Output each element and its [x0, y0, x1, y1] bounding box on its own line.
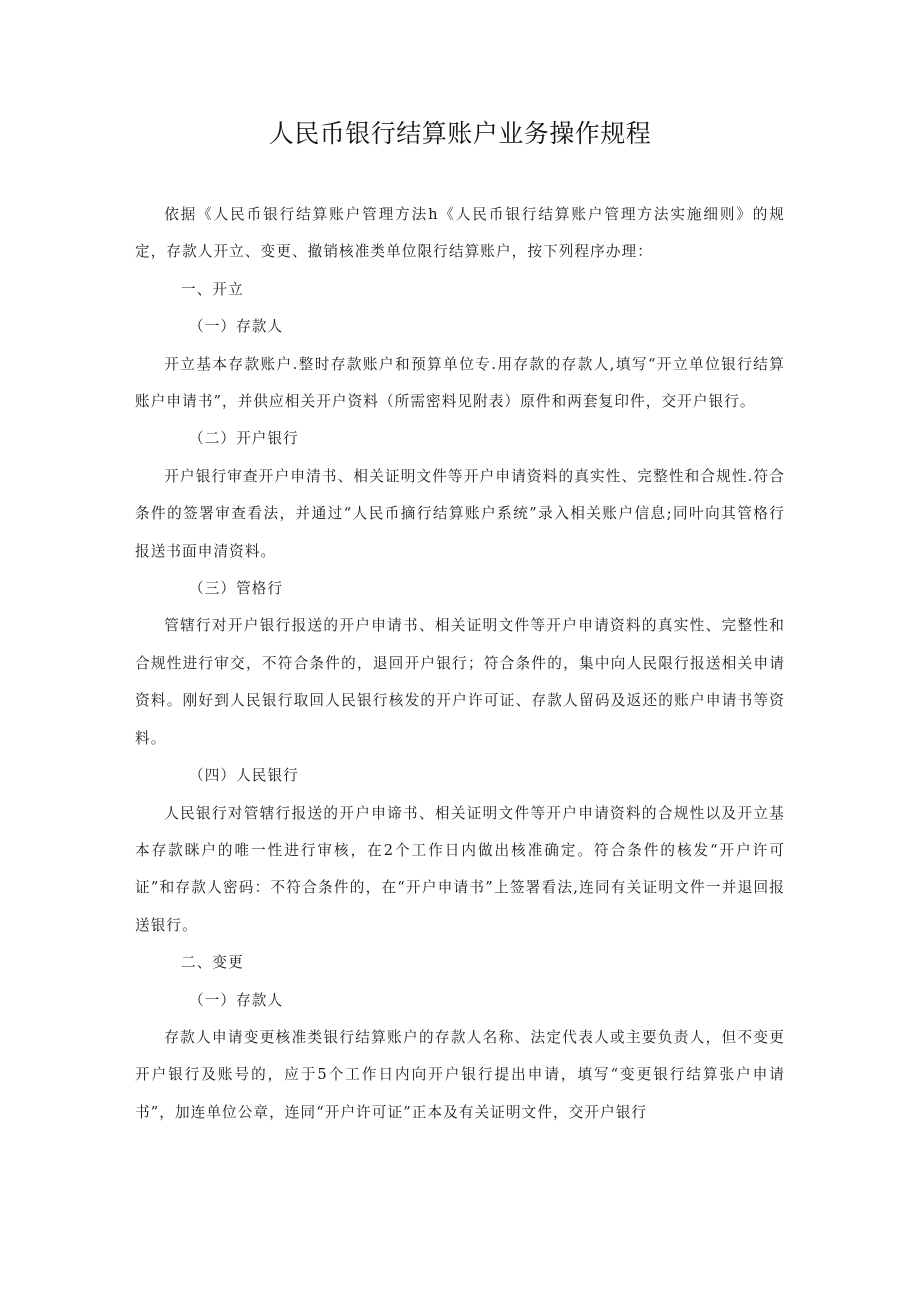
section-heading: 二、变更: [181, 954, 244, 972]
subsection-heading: （一）存款人: [189, 318, 284, 336]
subsection-heading: （二）开户银行: [189, 430, 299, 448]
document-title: 人民币银行结算账户业务操作规程: [268, 119, 652, 148]
section-heading: 一、开立: [181, 280, 244, 298]
subsection-heading: （三）管格行: [189, 580, 284, 598]
paragraph: 存款人申请变更核准类银行结算账户的存款人名称、法定代表人或主要负责人，但不变更开户银行及账号的，应于5个工作日内向开户银行提出申请，填写“变更银行结算张户申请书”，加连单位公章，连同“开户许可证”正本及有关证明文件，交开户银行: [135, 1028, 785, 1121]
paragraph: 开立基本存款账户.整时存款账户和预算单位专.用存款的存款人,填写“开立单位银行结算账户申请书”，并供应相关开户资料（所需密料见附表）原件和两套复印件，交开户银行。: [135, 355, 785, 411]
paragraph: 依据《人民币银行结算账户管理方法h《人民币银行结算账户管理方法实施细则》的规定，存款人开立、变更、撤销核准类单位限行结算账户，按下列程序办理：: [135, 206, 785, 261]
paragraph: 人民银行对管辖行报送的开户申谛书、相关证明文件等开户申请资料的合规性以及开立基本存款眯户的唯一性进行审核，在2个工作日内做出核准确定。符合条件的核发“开户许可证”和存款人密码：不符合条件的，在“开户申请书”上签署看法,连同有关证明文件一并退回报送银行。: [135, 804, 785, 934]
subsection-heading: （四）人民银行: [189, 767, 299, 785]
subsection-heading: （一）存款人: [189, 991, 284, 1009]
paragraph: 开户银行审查开户申清书、相关证明文件等开户申请资料的真实性、完整性和合规性.符合条件的签署审查看法，并通过“人民币摘行结算账户系统”录入相关账户信息;同叶向其管格行报送书面申清资料。: [135, 467, 785, 560]
document-body: [135, 196, 785, 1131]
paragraph: 管辖行对开户银行报送的开户申请书、相关证明文件等开户申请资料的真实性、完整性和合规性进行审交，不符合条件的，退回开户银行；符合条件的，集中向人民限行报送相关申请资料。刚好到人民银行取回人民银行核发的开户许可证、存款人留码及返还的账户申请书等资料。: [135, 617, 785, 747]
